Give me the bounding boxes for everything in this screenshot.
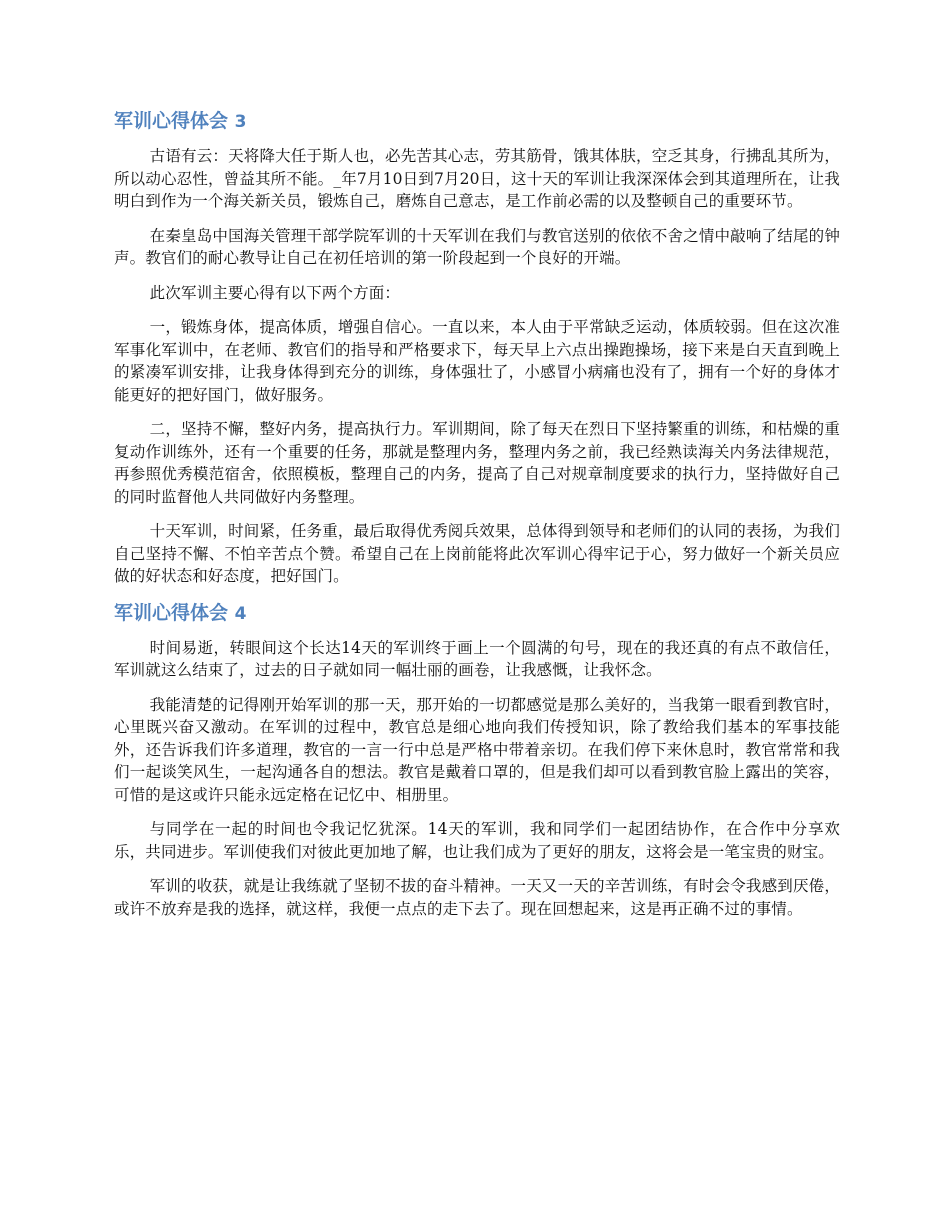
heading-title: 军训心得体会	[114, 110, 229, 132]
heading-number: 4	[234, 603, 247, 624]
paragraph: 我能清楚的记得刚开始军训的那一天，那开始的一切都感觉是那么美好的，当我第一眼看到教官时，心里既兴奋又激动。在军训的过程中，教官总是细心地向我们传授知识，除了教给我们基本的军事技能外，还告诉我们许多道理，教官的一言一行中总是严格中带着亲切。在我们停下来休息时，教官常常和我们一起谈笑风生，一起沟通各自的想法。教官是戴着口罩的，但是我们却可以看到教官脸上露出的笑容，可惜的是这或许只能永远定格在记忆中、相册里。	[114, 695, 840, 804]
paragraph: 在秦皇岛中国海关管理干部学院军训的十天军训在我们与教官送别的依依不舍之情中敲响了结尾的钟声。教官们的耐心教导让自己在初任培训的第一阶段起到一个良好的开端。	[114, 226, 840, 267]
paragraph: 一，锻炼身体，提高体质，增强自信心。一直以来，本人由于平常缺乏运动，体质较弱。但在这次准军事化军训中，在老师、教官们的指导和严格要求下，每天早上六点出操跑操场，接下来是白天直到晚上的紧凑军训安排，让我身体得到充分的训练，身体强壮了，小感冒小病痛也没有了，拥有一个好的身体才能更好的把好国门，做好服务。	[114, 318, 840, 404]
paragraph: 二，坚持不懈，整好内务，提高执行力。军训期间，除了每天在烈日下坚持繁重的训练，和枯燥的重复动作训练外，还有一个重要的任务，那就是整理内务，整理内务之前，我已经熟读海关内务法律规范，再参照优秀模范宿舍，依照模板，整理自己的内务，提高了自己对规章制度要求的执行力，坚持做好自己的同时监督他人共同做好内务整理。	[114, 420, 840, 506]
section-3	[114, 108, 840, 588]
paragraph: 此次军训主要心得有以下两个方面：	[149, 283, 401, 302]
heading-number: 3	[234, 112, 247, 132]
heading-title: 军训心得体会	[114, 601, 229, 624]
paragraph: 十天军训，时间紧，任务重，最后取得优秀阅兵效果，总体得到领导和老师们的认同的表扬，为我们自己坚持不懈、不怕辛苦点个赞。希望自己在上岗前能将此次军训心得牢记于心，努力做好一个新关员应做的好状态和好态度，把好国门。	[114, 522, 840, 585]
document-page	[114, 108, 840, 932]
paragraph: 军训的收获，就是让我练就了坚韧不拔的奋斗精神。一天又一天的辛苦训练，有时会令我感到厌倦，或许不放弃是我的选择，就这样，我便一点点的走下去了。现在回想起来，这是再正确不过的事情。	[114, 877, 840, 918]
paragraph: 与同学在一起的时间也令我记忆犹深。14天的军训，我和同学们一起团结协作，在合作中分享欢乐，共同进步。军训使我们对彼此更加地了解，也让我们成为了更好的朋友，这将会是一笔宝贵的财宝。	[114, 820, 840, 861]
section-heading	[114, 108, 840, 135]
section-4	[114, 600, 840, 921]
section-heading	[114, 600, 840, 627]
paragraph: 古语有云：天将降大任于斯人也，必先苦其心志，劳其筋骨，饿其体肤，空乏其身，行拂乱其所为，所以动心忍性，曾益其所不能。_年7月10日到7月20日，这十天的军训让我深深体会到其道理所在，让我明白到作为一个海关新关员，锻炼自己，磨炼自己意志，是工作前必需的以及整顿自己的重要环节。	[114, 147, 840, 210]
paragraph: 时间易逝，转眼间这个长达14天的军训终于画上一个圆满的句号，现在的我还真的有点不敢信任，军训就这么结束了，过去的日子就如同一幅壮丽的画卷，让我感慨，让我怀念。	[114, 638, 840, 679]
